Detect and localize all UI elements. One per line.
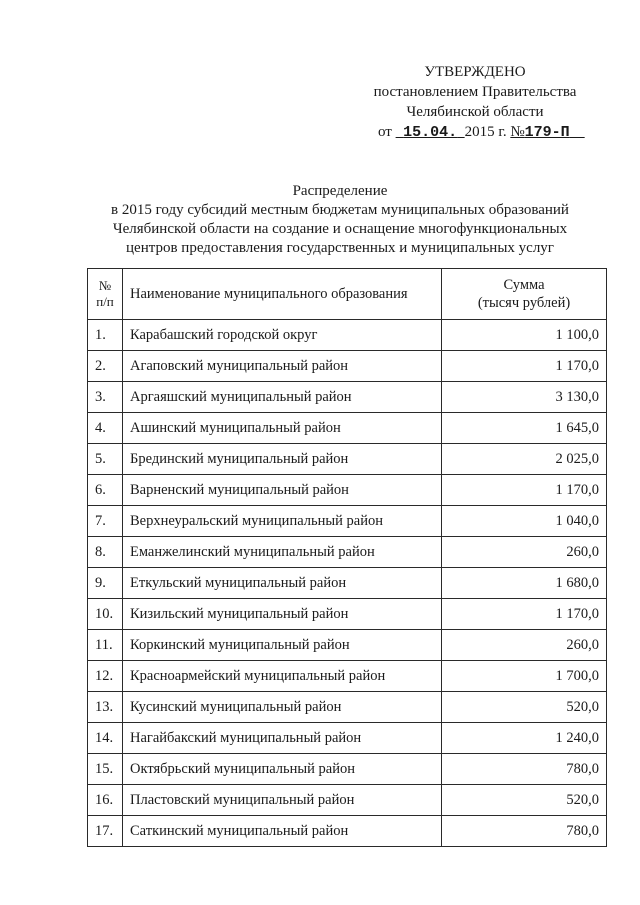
row-sum: 1 170,0 [442,351,607,382]
table-row [88,816,607,847]
row-num: 6. [88,475,123,506]
row-num: 3. [88,382,123,413]
row-num: 2. [88,351,123,382]
row-name: Пластовский муниципальный район [123,785,442,816]
row-num: 16. [88,785,123,816]
row-name: Октябрьский муниципальный район [123,754,442,785]
approval-date-line [360,122,590,143]
row-name: Еманжелинский муниципальный район [123,537,442,568]
row-sum: 1 645,0 [442,413,607,444]
table-row [88,506,607,537]
row-name: Брединский муниципальный район [123,444,442,475]
row-sum: 780,0 [442,754,607,785]
header-num-line-2: п/п [96,294,114,309]
row-name: Кизильский муниципальный район [123,599,442,630]
table-row [88,785,607,816]
row-num: 4. [88,413,123,444]
row-num: 9. [88,568,123,599]
row-num: 7. [88,506,123,537]
row-name: Еткульский муниципальный район [123,568,442,599]
row-name: Коркинский муниципальный район [123,630,442,661]
row-name: Варненский муниципальный район [123,475,442,506]
approval-line-2: Челябинской области [406,104,544,120]
table-row [88,692,607,723]
row-name: Верхнеуральский муниципальный район [123,506,442,537]
row-num: 1. [88,320,123,351]
table-row [88,568,607,599]
heading-line-1: Распределение [292,183,388,199]
header-sum-line-1: Сумма [503,277,545,293]
row-num: 5. [88,444,123,475]
row-sum: 1 700,0 [442,661,607,692]
row-sum: 780,0 [442,816,607,847]
row-num: 12. [88,661,123,692]
header-name: Наименование муниципального образования [123,269,442,320]
row-sum: 3 130,0 [442,382,607,413]
row-name: Ашинский муниципальный район [123,413,442,444]
table-row [88,413,607,444]
header-num [88,269,123,320]
row-name: Нагайбакский муниципальный район [123,723,442,754]
row-num: 10. [88,599,123,630]
row-name: Аргаяшский муниципальный район [123,382,442,413]
table-row [88,320,607,351]
row-num: 11. [88,630,123,661]
row-sum: 260,0 [442,630,607,661]
row-sum: 260,0 [442,537,607,568]
row-sum: 1 170,0 [442,475,607,506]
row-sum: 1 170,0 [442,599,607,630]
table-row [88,537,607,568]
approval-title: УТВЕРЖДЕНО [424,64,526,80]
table-row [88,351,607,382]
row-num: 13. [88,692,123,723]
row-sum: 1 100,0 [442,320,607,351]
heading-line-4: центров предоставления государственных и муниципальных услуг [126,240,554,256]
row-sum: 2 025,0 [442,444,607,475]
row-name: Красноармейский муниципальный район [123,661,442,692]
header-sum-line-2: (тысяч рублей) [477,295,571,311]
approval-date: 15.04. [403,124,458,141]
header-num-line-1: № [98,278,112,293]
table-body [88,320,607,847]
number-prefix: № [510,124,525,140]
approval-line-1: постановлением Правительства [373,84,577,100]
table-row [88,599,607,630]
table-row [88,444,607,475]
row-name: Агаповский муниципальный район [123,351,442,382]
row-sum: 1 240,0 [442,723,607,754]
table-row [88,754,607,785]
row-name: Карабашский городской округ [123,320,442,351]
row-sum: 1 680,0 [442,568,607,599]
table-header-row [88,269,607,320]
approval-stamp [360,62,590,143]
row-num: 8. [88,537,123,568]
document-heading [90,182,590,258]
date-underline [396,124,465,140]
date-prefix: от [378,124,392,140]
heading-line-2: в 2015 году субсидий местным бюджетам муниципальных образований [111,202,569,218]
table-row [88,661,607,692]
row-name: Саткинский муниципальный район [123,816,442,847]
year-suffix: 2015 г. [464,124,507,140]
row-sum: 520,0 [442,785,607,816]
subsidy-table [87,268,607,847]
heading-line-3: Челябинской области на создание и оснащение многофункциональных [112,221,568,237]
row-num: 15. [88,754,123,785]
table-row [88,723,607,754]
number-underline [510,124,584,140]
row-sum: 1 040,0 [442,506,607,537]
approval-number: 179-П [524,124,570,141]
row-sum: 520,0 [442,692,607,723]
table-row [88,382,607,413]
header-sum [442,269,607,320]
row-num: 17. [88,816,123,847]
table-row [88,475,607,506]
row-name: Кусинский муниципальный район [123,692,442,723]
table-row [88,630,607,661]
row-num: 14. [88,723,123,754]
